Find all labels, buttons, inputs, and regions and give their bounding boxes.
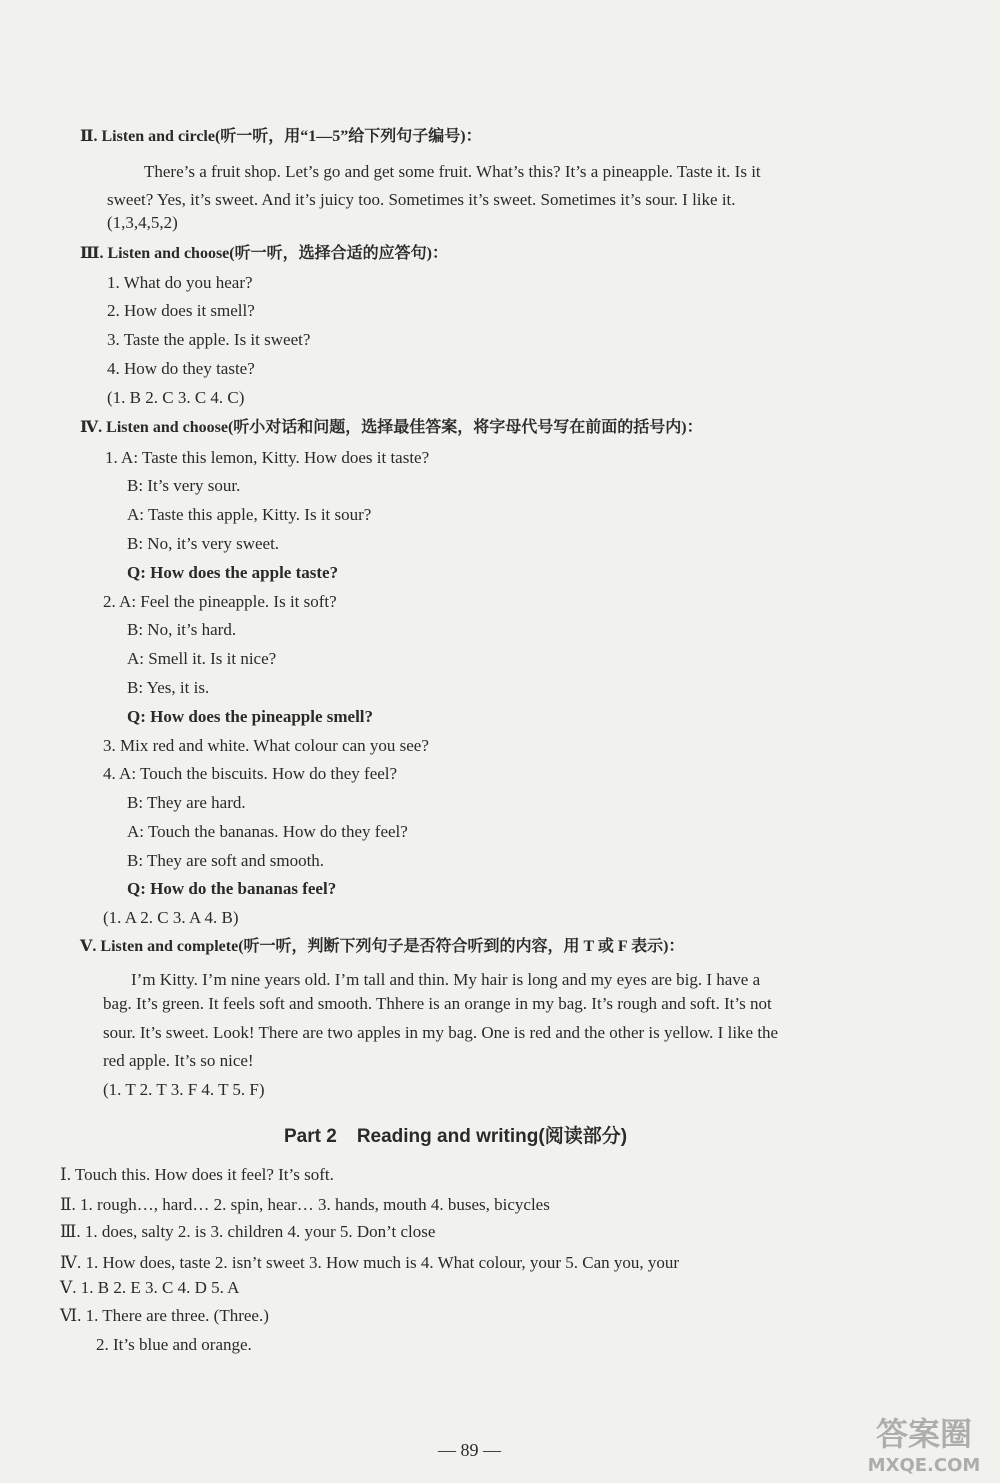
- page-number: — 89 —: [438, 1440, 501, 1460]
- section-5-line: bag. It’s green. It feels soft and smooth. Thhere is an orange in my bag. It’s rough and soft. It’s not: [103, 994, 772, 1013]
- section-4-answer: (1. A 2. C 3. A 4. B): [103, 908, 239, 927]
- part-2-label: Part 2: [284, 1126, 337, 1147]
- section-5-line: red apple. It’s so nice!: [103, 1051, 254, 1070]
- section-3-item: 3. Taste the apple. Is it sweet?: [107, 330, 311, 349]
- dialogue-line: 4. A: Touch the biscuits. How do they feel?: [103, 764, 398, 783]
- dialogue-line: 1. A: Taste this lemon, Kitty. How does it taste?: [105, 448, 430, 467]
- reading-answer-3: Ⅲ. 1. does, salty 2. is 3. children 4. your 5. Don’t close: [60, 1222, 436, 1241]
- section-2-heading: Ⅱ. Listen and circle(听一听，用“1—5”给下列句子编号)：: [80, 128, 482, 145]
- reading-answer-6-2: 2. It’s blue and orange.: [96, 1335, 252, 1354]
- section-3-answer: (1. B 2. C 3. C 4. C): [107, 388, 245, 407]
- dialogue-line: B: It’s very sour.: [127, 476, 241, 495]
- dialogue-line: B: No, it’s very sweet.: [127, 534, 280, 553]
- section-3-item: 1. What do you hear?: [107, 273, 253, 292]
- section-5-answer: (1. T 2. T 3. F 4. T 5. F): [103, 1080, 265, 1099]
- watermark-text-top: 答案圈: [875, 1415, 973, 1453]
- reading-answer-1: Ⅰ. Touch this. How does it feel? It’s soft.: [60, 1165, 334, 1184]
- part-2-title: Reading and writing(阅读部分): [356, 1126, 628, 1147]
- dialogue-line: B: No, it’s hard.: [127, 620, 237, 639]
- dialogue-line: B: Yes, it is.: [127, 678, 210, 697]
- watermark-text-bottom: MXQE.COM: [867, 1455, 981, 1476]
- dialogue-line: A: Touch the bananas. How do they feel?: [127, 822, 408, 841]
- dialogue-question: Q: How does the pineapple smell?: [127, 707, 374, 726]
- section-4-heading: Ⅳ. Listen and choose(听小对话和问题，选择最佳答案，将字母代号写在前面的括号内)：: [80, 419, 703, 436]
- section-5-line: sour. It’s sweet. Look! There are two apples in my bag. One is red and the other is yellow. I like the: [103, 1023, 779, 1042]
- section-2-line: There’s a fruit shop. Let’s go and get some fruit. What’s this? It’s a pineapple. Taste it. Is it: [144, 162, 761, 181]
- reading-answer-4: Ⅳ. 1. How does, taste 2. isn’t sweet 3. How much is 4. What colour, your 5. Can you, your: [60, 1253, 680, 1272]
- dialogue-line: A: Taste this apple, Kitty. Is it sour?: [127, 505, 372, 524]
- watermark-logo: [854, 1407, 994, 1479]
- dialogue-line: 2. A: Feel the pineapple. Is it soft?: [103, 592, 337, 611]
- reading-answer-6: Ⅵ. 1. There are three. (Three.): [60, 1306, 269, 1325]
- dialogue-line: B: They are soft and smooth.: [127, 851, 325, 870]
- dialogue-question: Q: How does the apple taste?: [127, 563, 339, 582]
- section-3-item: 4. How do they taste?: [107, 359, 255, 378]
- section-2-answer: (1,3,4,5,2): [107, 213, 178, 232]
- dialogue-line: B: They are hard.: [127, 793, 246, 812]
- section-3-heading: Ⅲ. Listen and choose(听一听，选择合适的应答句)：: [80, 245, 448, 262]
- dialogue-line: A: Smell it. Is it nice?: [127, 649, 277, 668]
- section-3-item: 2. How does it smell?: [107, 301, 255, 320]
- dialogue-line: 3. Mix red and white. What colour can you see?: [103, 736, 429, 755]
- section-2-line: sweet? Yes, it’s sweet. And it’s juicy too. Sometimes it’s sweet. Sometimes it’s sour. I like it.: [107, 190, 736, 209]
- dialogue-question: Q: How do the bananas feel?: [127, 879, 337, 898]
- reading-answer-5: Ⅴ. 1. B 2. E 3. C 4. D 5. A: [60, 1278, 240, 1297]
- section-5-heading: Ⅴ. Listen and complete(听一听，判断下列句子是否符合听到的内容，用 T 或 F 表示)：: [80, 938, 685, 955]
- section-5-line: I’m Kitty. I’m nine years old. I’m tall and thin. My hair is long and my eyes are big. I have a: [131, 970, 761, 989]
- reading-answer-2: Ⅱ. 1. rough…, hard… 2. spin, hear… 3. hands, mouth 4. buses, bicycles: [60, 1195, 550, 1214]
- part-2-heading: [284, 1121, 627, 1148]
